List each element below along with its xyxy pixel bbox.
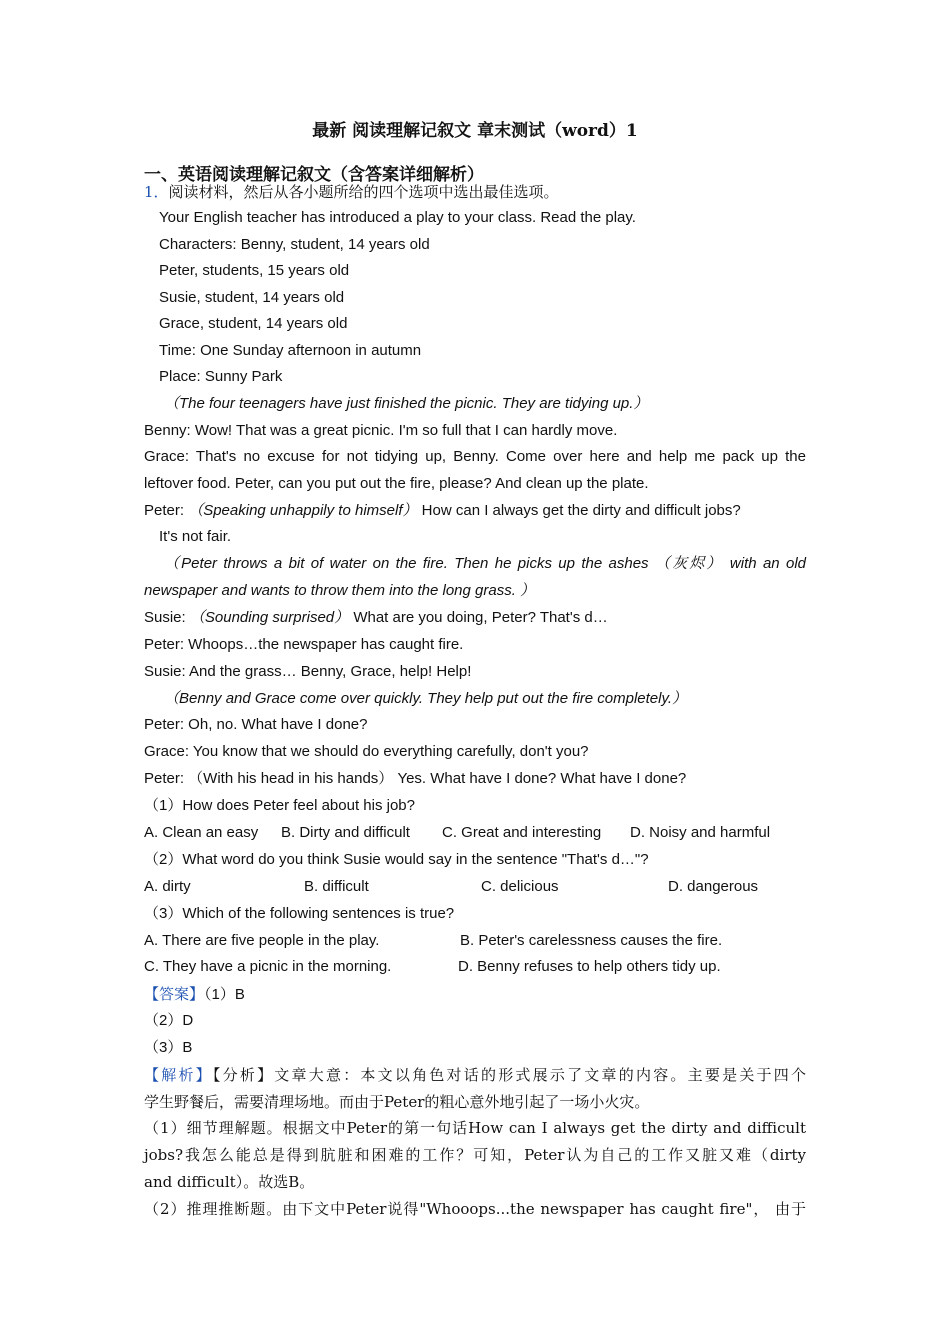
- question-stem: （3）Which of the following sentences is true?: [144, 905, 455, 922]
- character-susie: Susie, student, 14 years old: [159, 289, 345, 306]
- dialogue-line: Susie: （Sounding surprised） What are you doing, Peter? That's d…: [144, 609, 608, 626]
- stage-direction: （Speaking unhappily to himself）: [188, 502, 418, 519]
- question-instruction: 1．阅读材料，然后从各小题所给的四个选项中选出最佳选项。: [144, 183, 559, 201]
- character-benny: Characters: Benny, student, 14 years old: [159, 236, 430, 253]
- play-time: Time: One Sunday afternoon in autumn: [159, 342, 422, 359]
- answer-line: 【答案】（1）B: [144, 985, 245, 1003]
- analysis-line: （2）推理推断题。由下文中Peter说得"Whooops...the newspaper has caught fire"， 由于: [144, 1200, 806, 1218]
- option-b[interactable]: B. Peter's carelessness causes the fire.: [460, 932, 723, 949]
- play-intro: Your English teacher has introduced a play to your class. Read the play.: [159, 209, 636, 226]
- dialogue-line: Peter: Whoops…the newspaper has caught fire.: [144, 636, 464, 653]
- option-a[interactable]: A. dirty: [144, 878, 191, 895]
- dialogue-line: Peter: Oh, no. What have I done?: [144, 716, 368, 733]
- option-c[interactable]: C. delicious: [481, 878, 559, 895]
- analysis-line: and difficult）。故选B。: [144, 1173, 315, 1191]
- stage-direction: （Peter throws a bit of water on the fire. Then he picks up the ashes （灰烬） with an old: [164, 555, 806, 572]
- analysis-line: （1）细节理解题。根据文中Peter的第一句话How can I always get the dirty and difficult: [144, 1119, 806, 1137]
- dialogue-line: Grace: You know that we should do everything carefully, don't you?: [144, 743, 589, 760]
- option-a[interactable]: A. Clean an easy: [144, 824, 259, 841]
- question-stem: （2）What word do you think Susie would say in the sentence "That's d…"?: [144, 851, 649, 868]
- dialogue-line: Benny: Wow! That was a great picnic. I'm so full that I can hardly move.: [144, 422, 618, 439]
- question-stem: （1）How does Peter feel about his job?: [144, 797, 415, 814]
- option-b[interactable]: B. Dirty and difficult: [281, 824, 410, 841]
- dialogue-line: Grace: That's no excuse for not tidying up, Benny. Come over here and help me pack up the: [144, 448, 806, 465]
- dialogue-line: Peter: （With his head in his hands） Yes. What have I done? What have I done?: [144, 770, 687, 787]
- option-c[interactable]: C. Great and interesting: [442, 824, 602, 841]
- play-place: Place: Sunny Park: [159, 368, 283, 385]
- stage-direction: （Sounding surprised）: [189, 609, 350, 626]
- option-d[interactable]: D. Benny refuses to help others tidy up.: [458, 958, 721, 975]
- analysis-line: jobs?我怎么能总是得到肮脏和困难的工作？可知，Peter认为自己的工作又脏又难（dirty: [144, 1146, 806, 1164]
- analysis-line: 【解析】【分析】文章大意：本文以角色对话的形式展示了文章的内容。主要是关于四个: [144, 1066, 806, 1084]
- dialogue-line: It's not fair.: [159, 528, 232, 545]
- stage-direction: （Benny and Grace come over quickly. They help put out the fire completely.）: [164, 690, 688, 707]
- analysis-tag: 【解析】: [144, 1066, 213, 1084]
- option-b[interactable]: B. difficult: [304, 878, 369, 895]
- character-grace: Grace, student, 14 years old: [159, 315, 348, 332]
- option-d[interactable]: D. dangerous: [668, 878, 759, 895]
- dialogue-line: Susie: And the grass… Benny, Grace, help! Help!: [144, 663, 472, 680]
- answer-line: （2）D: [144, 1012, 194, 1029]
- analysis-line: 学生野餐后，需要清理场地。而由于Peter的粗心意外地引起了一场小火灾。: [144, 1093, 650, 1111]
- stage-direction: （The four teenagers have just finished the picnic. They are tidying up.）: [164, 395, 649, 412]
- option-c[interactable]: C. They have a picnic in the morning.: [144, 958, 392, 975]
- question-number: 1．: [144, 183, 169, 201]
- answer-line: （3）B: [144, 1039, 193, 1056]
- section-title: 一、英语阅读理解记叙文（含答案详细解析）: [144, 165, 484, 185]
- stage-direction: newspaper and wants to throw them into the long grass. ）: [144, 582, 536, 599]
- option-a[interactable]: A. There are five people in the play.: [144, 932, 380, 949]
- option-d[interactable]: D. Noisy and harmful: [630, 824, 771, 841]
- page-title: 最新 阅读理解记叙文 章末测试（word）1: [312, 121, 638, 141]
- character-peter: Peter, students, 15 years old: [159, 262, 350, 279]
- dialogue-line: leftover food. Peter, can you put out the fire, please? And clean up the plate.: [144, 475, 649, 492]
- answer-tag: 【答案】: [144, 985, 205, 1003]
- dialogue-line: Peter: （Speaking unhappily to himself） How can I always get the dirty and difficult jobs?: [144, 502, 741, 519]
